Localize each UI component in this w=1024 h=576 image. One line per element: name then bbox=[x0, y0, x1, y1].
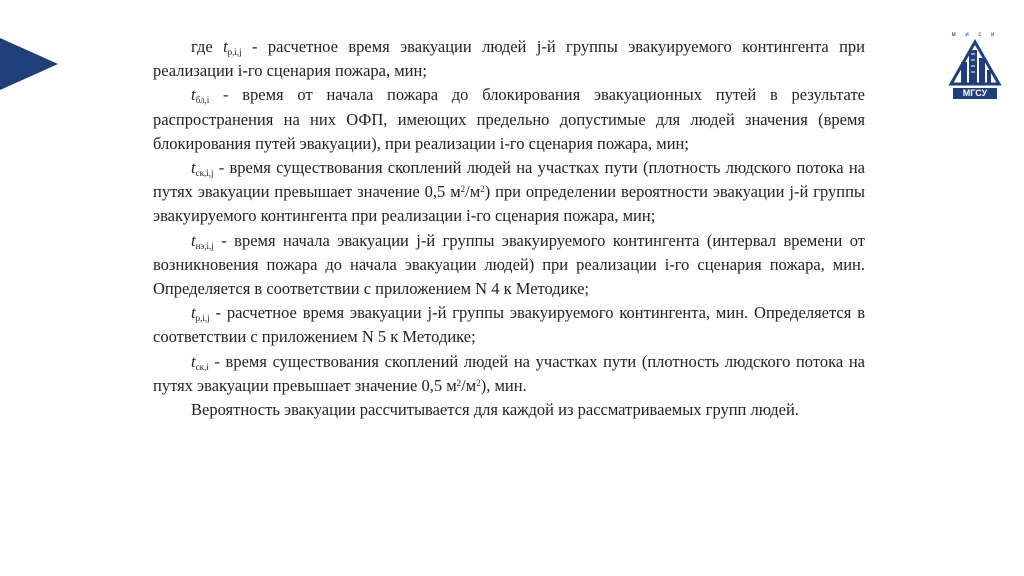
symbol-subscript: бл,i bbox=[195, 95, 210, 106]
paragraph-probability: Вероятность эвакуации рассчитывается для каждой из рассматриваемых групп людей. bbox=[191, 400, 799, 420]
symbol-subscript: нэ,i,j bbox=[195, 240, 214, 251]
paragraph-t-bl: $t_{бл,i}$ - время от начала пожара до блокирования эвакуационных путей в результате распространения на них ОФП, имеющих предельно допустимые для людей значения (время блокирования путей эвакуации), при реализации i-го сценария пожара, мин; bbox=[153, 85, 865, 153]
symbol-subscript: ск,i,j bbox=[195, 168, 214, 179]
logo-bottom-text: МГСУ bbox=[953, 88, 997, 99]
building-icon bbox=[947, 26, 1003, 88]
mgsu-logo bbox=[947, 26, 1003, 102]
symbol-t: t bbox=[223, 37, 228, 56]
symbol-t: t bbox=[191, 158, 196, 178]
paragraph-t-p-second: $t_{р,i,j}$ - расчетное время эвакуации j-й группы эвакуируемого контингента, мин. Определяется в соответствии с приложением N 5 к Методике; bbox=[153, 303, 865, 347]
symbol-subscript: р,i,j bbox=[227, 47, 242, 57]
paragraph-t-sk: $t_{ск,i,j}$ - время существования скоплений людей на участках пути (плотность людского потока на путях эвакуации превышает значение 0,5 $м^2/м^2$) при определении вероятности эвакуации j-й группы эвакуируемого контингента при реализации i-го сценария пожара, мин; bbox=[153, 158, 865, 226]
logo-top-text: м и с и bbox=[951, 32, 999, 38]
symbol-t: t bbox=[191, 303, 196, 323]
symbol-t: t bbox=[191, 85, 196, 105]
symbol-subscript: ск,i bbox=[195, 361, 209, 372]
paragraph-t-ne: $t_{нэ,i,j}$ - время начала эвакуации j-й группы эвакуируемого контингента (интервал времени от возникновения пожара до начала эвакуации людей) при реализации i-го сценария пожара, мин. Определяется в соответствии с приложением N 4 к Методике; bbox=[153, 230, 865, 299]
navigation-arrow-icon bbox=[0, 38, 58, 90]
symbol-t: t bbox=[191, 351, 196, 371]
paragraph-t-p: где $t_{р,i,j}$ - расчетное время эвакуации людей j-й группы эвакуируемого контингента при реализации i-го сценария пожара, мин; bbox=[153, 37, 866, 81]
symbol-subscript: р,i,j bbox=[195, 313, 210, 324]
paragraph-t-sk-i: $t_{ск,i}$ - время существования скоплений людей на участках пути (плотность людского потока на путях эвакуации превышает значение 0,5 $м^2/м^2$), мин. bbox=[153, 351, 865, 395]
symbol-t: t bbox=[191, 230, 196, 250]
document-body bbox=[153, 35, 865, 422]
